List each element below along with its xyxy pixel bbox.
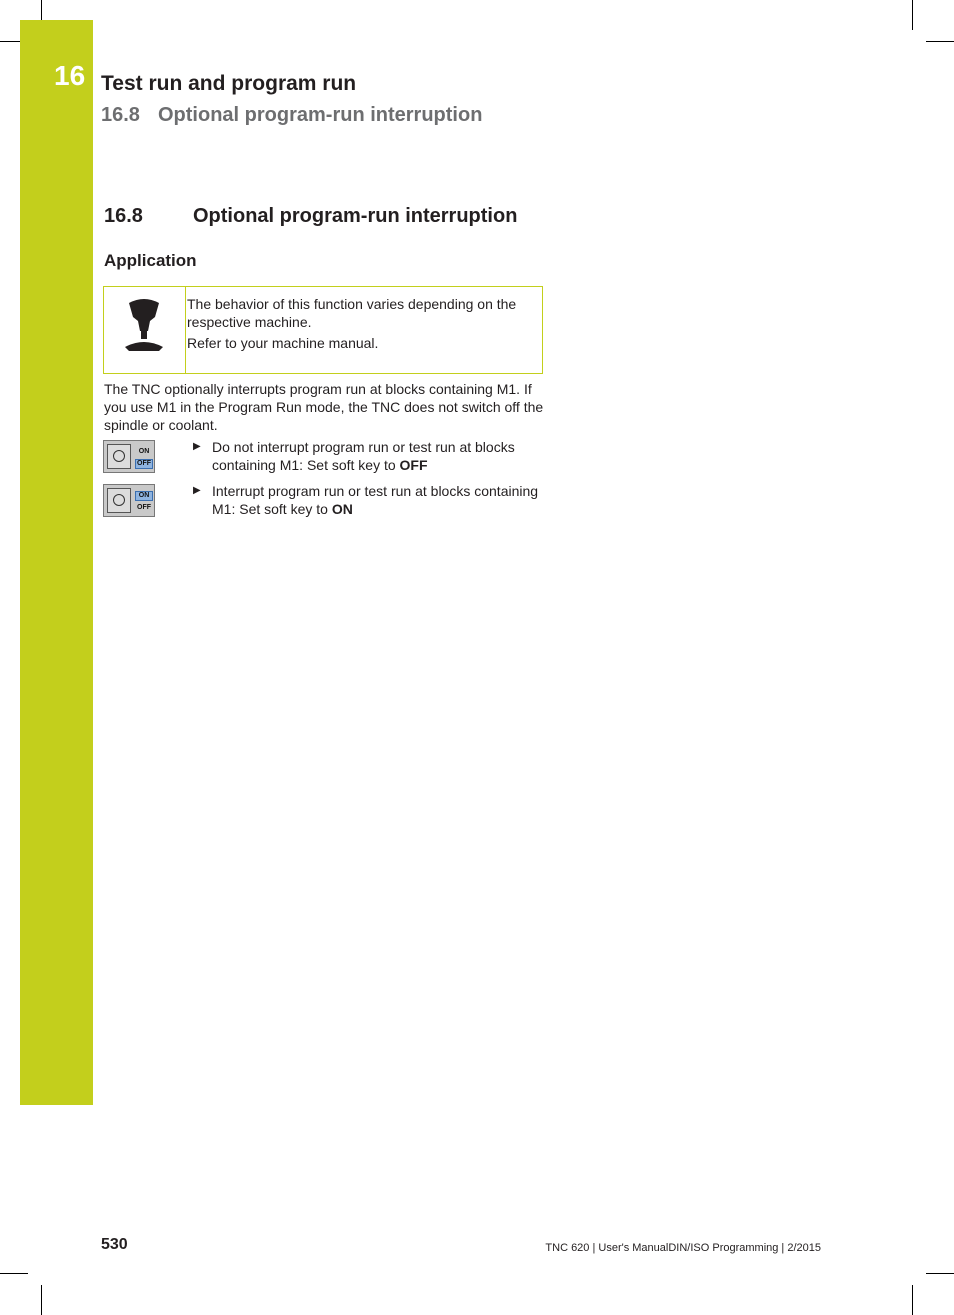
crop-mark bbox=[912, 0, 913, 30]
softkey-symbol bbox=[107, 444, 131, 469]
crop-mark bbox=[41, 0, 42, 20]
step-text-body: Interrupt program run or test run at blocks containing M1: Set soft key to bbox=[212, 483, 539, 517]
crop-mark bbox=[41, 1285, 42, 1315]
chapter-title: Test run and program run bbox=[101, 72, 357, 95]
machine-manual-icon bbox=[123, 297, 165, 353]
softkey-m1-on[interactable] bbox=[103, 484, 155, 517]
chapter-number: 16 bbox=[54, 60, 86, 91]
softkey-off-label: OFF bbox=[137, 504, 151, 511]
step-text-body: Do not interrupt program run or test run at blocks containing M1: Set soft key to bbox=[212, 439, 515, 473]
triangle-bullet-icon: ▶ bbox=[193, 485, 201, 496]
triangle-bullet-icon: ▶ bbox=[193, 441, 201, 452]
body-paragraph: The TNC optionally interrupts program run at blocks containing M1. If you use M1 in the Program Run mode, the TNC does not switch off the spindle or coolant. bbox=[104, 381, 544, 433]
chapter-sidebar bbox=[20, 20, 93, 1105]
section-heading-number: 16.8 bbox=[104, 205, 143, 227]
page-number: 530 bbox=[101, 1236, 128, 1253]
step-text bbox=[212, 482, 542, 518]
crop-mark bbox=[912, 1285, 913, 1315]
crop-mark bbox=[0, 1273, 28, 1274]
note-divider bbox=[185, 287, 186, 373]
softkey-on-label-active: ON bbox=[135, 491, 153, 501]
step-text bbox=[212, 438, 542, 474]
section-heading-title: Optional program-run interruption bbox=[193, 205, 518, 227]
subheading: Application bbox=[104, 251, 197, 270]
footer-text: TNC 620 | User's ManualDIN/ISO Programming | 2/2015 bbox=[545, 1242, 821, 1254]
running-section-number: 16.8 bbox=[101, 104, 140, 126]
section-heading bbox=[104, 205, 517, 228]
softkey-off-label-active: OFF bbox=[137, 460, 151, 467]
note-text bbox=[187, 295, 539, 355]
softkey-m1-off[interactable] bbox=[103, 440, 155, 473]
crop-mark bbox=[926, 41, 954, 42]
step-text-emphasis: ON bbox=[331, 501, 353, 517]
cycle-icon bbox=[113, 450, 125, 462]
crop-mark bbox=[926, 1273, 954, 1274]
note-line-2: Refer to your machine manual. bbox=[187, 335, 379, 351]
crop-mark bbox=[0, 41, 20, 42]
running-section-header bbox=[101, 104, 482, 127]
step-text-emphasis: OFF bbox=[399, 457, 428, 473]
note-line-1: The behavior of this function varies depending on the respective machine. bbox=[187, 296, 517, 330]
machine-note-box bbox=[103, 286, 543, 374]
softkey-symbol bbox=[107, 488, 131, 513]
softkey-on-label: ON bbox=[138, 448, 150, 455]
cycle-icon bbox=[113, 494, 125, 506]
running-section-title: Optional program-run interruption bbox=[158, 104, 483, 126]
